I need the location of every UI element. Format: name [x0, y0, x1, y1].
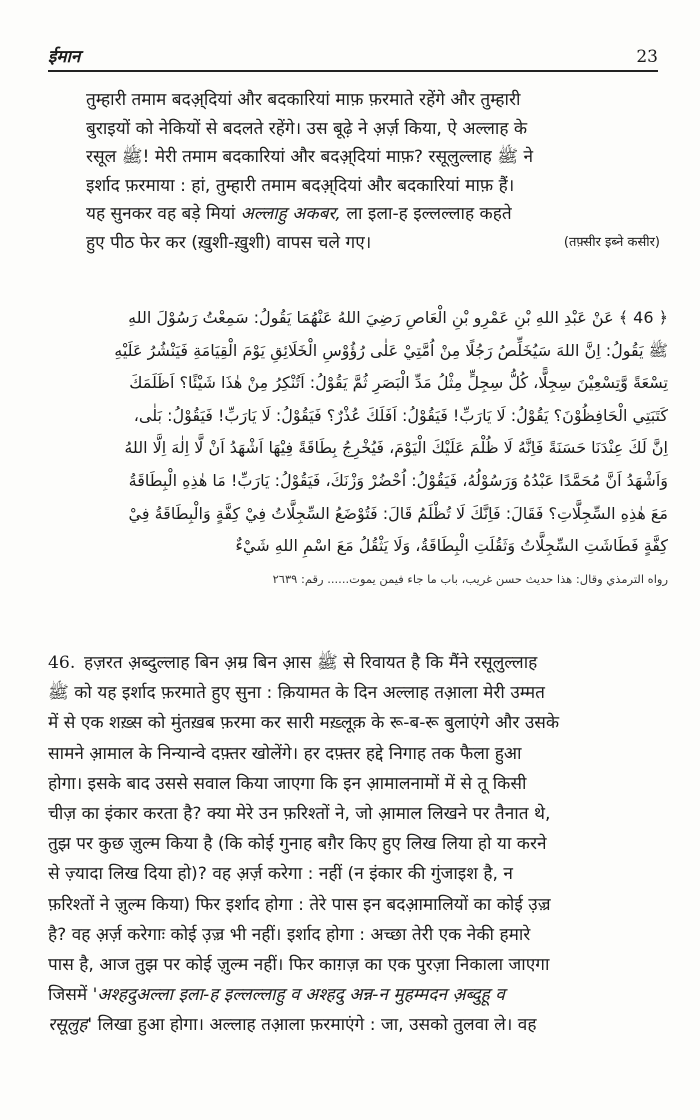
text-fragment: ला इला-ह इल्लल्लाह कहते: [340, 204, 512, 225]
text-line: है? वह अ़र्ज़ करेगाः कोई उ़ज़्र भी नहीं। इर्शाद होगा : अच्छा तेरी एक नेकी हमारे: [48, 924, 531, 945]
paragraph-story-end: [86, 86, 668, 258]
text-line: चीज़ का इंकार करता है? क्या मेरे उन फ़रिश्तों ने, जो आ़माल लिखने पर तैनात थे,: [48, 803, 551, 824]
italic-phrase: रसूलुह': [48, 1015, 93, 1036]
page-header: [48, 42, 658, 72]
text-line: में से एक शख़्स को मुंतख़ब फ़रमा कर सारी मख़्लूक़ के रू-ब-रू बुलाएंगे और उसके: [48, 713, 560, 734]
text-line: होगा। इसके बाद उससे सवाल किया जाएगा कि इन आ़मालनामों में से तू किसी: [48, 773, 527, 794]
chapter-title: ईमान: [48, 47, 81, 67]
italic-phrase: 'अश्हदुअल्ला इला-ह इल्लल्लाहु व अश्हदु अन्न-न मुहम्मदन अ़ब्दुहू व: [92, 985, 505, 1006]
arabic-line: ﷺ يَقُولُ: اِنَّ اللهَ سَيُخَلِّصُ رَجُلًا مِنْ اُمَّتِيْ عَلٰى رُؤُوْسِ الْخَلَائِقِ يَوْمَ الْقِيَامَةِ فَيَنْشُرُ عَلَيْهِ: [114, 340, 668, 360]
text-line: सामने आ़माल के निन्यान्वे दफ़्तर खोलेंगे। हर दफ़्तर हद्दे निगाह तक फैला हुआ: [48, 743, 522, 764]
source-citation: (तफ़्सीर इब्ने कसीर): [563, 234, 660, 250]
text-line: तुम्हारी तमाम बदअ़्दियां और बदकारियां माफ़ फ़रमाते रहेंगे और तुम्हारी: [86, 90, 521, 110]
text-line: [48, 648, 668, 678]
text-line: बुराइयों को नेकियों से बदलते रहेंगे। उस बूढ़े ने अ़र्ज़ किया, ऐ अल्लाह के: [86, 118, 528, 139]
text-line: [48, 1010, 668, 1040]
text-fragment: हज़रत अ़ब्दुल्लाह बिन अ़म्र बिन आ़स ﷺ से रिवायत है कि मैंने रसूलुल्लाह: [84, 653, 538, 673]
arabic-line: وَاَشْهَدُ اَنَّ مُحَمَّدًا عَبْدُهُ وَرَسُوْلُهُ، فَيَقُوْلُ: اُحْضُرْ وَزْنَكَ، فَيَقُوْلُ: يَارَبِّ! مَا هٰذِهِ الْبِطَاقَةُ: [128, 470, 668, 490]
hadith-number: 46.: [48, 653, 76, 673]
text-line: [86, 229, 668, 258]
page-number: 23: [636, 47, 658, 67]
paragraph-hadith-translation: [48, 648, 668, 1040]
arabic-hadith-text: [58, 302, 668, 589]
arabic-line: تِسْعَةً وَّتِسْعِيْنَ سِجِلًّا، كُلُّ سِجِلٍّ مِثْلُ مَدِّ الْبَصَرِ ثُمَّ يَقُوْلُ: اَتُنْكِرُ مِنْ هٰذَا شَيْئًا؟ اَظَلَمَكَ: [129, 373, 668, 393]
text-line: रसूल ﷺ! मेरी तमाम बदकारियां और बदअ़्दियां माफ़? रसूलुल्लाह ﷺ ने: [86, 147, 534, 168]
arabic-line: اِنَّ لَكَ عِنْدَنَا حَسَنَةً فَاِنَّهُ لَا ظُلْمَ عَلَيْكَ الْيَوْمَ، فَيُخْرِجُ بِطَاقَةً فِيْهَا اَشْهَدُ اَنْ لَّا اِلٰهَ اِلَّا اللهُ: [124, 438, 668, 458]
text-line: ﷺ को यह इर्शाद फ़रमाते हुए सुना : क़ियामत के दिन अल्लाह तआ़ला मेरी उम्मत: [48, 683, 545, 704]
text-line: फ़रिश्तों ने ज़ुल्म किया) फिर इर्शाद होगा : तेरे पास इन बदआ़मालियों का कोई उ़ज़्र: [48, 894, 551, 915]
hadith-reference: رواه الترمذي وقال: هذا حديث حسن غريب، باب ما جاء فيمن يموت...... رقم: ٢٦٣٩: [272, 571, 668, 586]
arabic-line: ﴿ 46 ﴾ عَنْ عَبْدِ اللهِ بْنِ عَمْرِو بْنِ الْعَاصِ رَضِيَ اللهُ عَنْهُمَا يَقُولُ: سَمِعْتُ رَسُوْلَ اللهِ: [128, 308, 668, 327]
text-fragment: यह सुनकर वह बड़े मियां: [86, 204, 241, 225]
arabic-line: كَتَبَتِي الْحَافِظُوْنَ؟ يَقُوْلُ: لَا يَارَبِّ! فَيَقُوْلُ: اَفَلَكَ عُذْرٌ؟ فَيَقُوْلُ: لَا يَارَبِّ! فَيَقُوْلُ: بَلٰى،: [133, 405, 668, 425]
text-fragment: हुए पीठ फेर कर (ख़ुशी-ख़ुशी) वापस चले गए।: [86, 232, 372, 253]
text-fragment: लिखा हुआ होगा। अल्लाह तआ़ला फ़रमाएंगे : जा, उसको तुलवा ले। वह: [92, 1015, 537, 1036]
text-line: [86, 200, 668, 229]
arabic-line: كِفَّةٍ فَطَاشَتِ السِّجِلَّاتُ وَثَقُلَتِ الْبِطَاقَةُ، وَلَا يَثْقُلُ مَعَ اسْمِ اللهِ شَيْءٌ: [235, 536, 668, 556]
arabic-line: مَعَ هٰذِهِ السِّجِلَّاتِ؟ فَقَالَ: فَاِنَّكَ لَا تُظْلَمُ قَالَ: فَتُوْضَعُ السِّجِلَّاتُ فِيْ كِفَّةٍ وَالْبِطَاقَةُ فِيْ: [128, 503, 668, 523]
text-line: इर्शाद फ़रमाया : हां, तुम्हारी तमाम बदअ़्दियां और बदकारियां माफ़ हैं।: [86, 175, 515, 196]
text-line: तुझ पर कुछ ज़ुल्म किया है (कि कोई गुनाह बग़ैर किए हुए लिख लिया हो या करने: [48, 834, 547, 855]
text-fragment: जिसमें: [48, 985, 93, 1006]
text-line: [48, 980, 668, 1010]
text-line: पास है, आज तुझ पर कोई ज़ुल्म नहीं। फिर काग़ज़ का एक पुरज़ा निकाला जाएगा: [48, 954, 550, 975]
text-line: से ज़्यादा लिख दिया हो)? वह अ़र्ज़ करेगा : नहीं (न इंकार की गुंजाइश है, न: [48, 864, 513, 885]
italic-phrase: अल्लाहु अकबर,: [240, 204, 341, 225]
